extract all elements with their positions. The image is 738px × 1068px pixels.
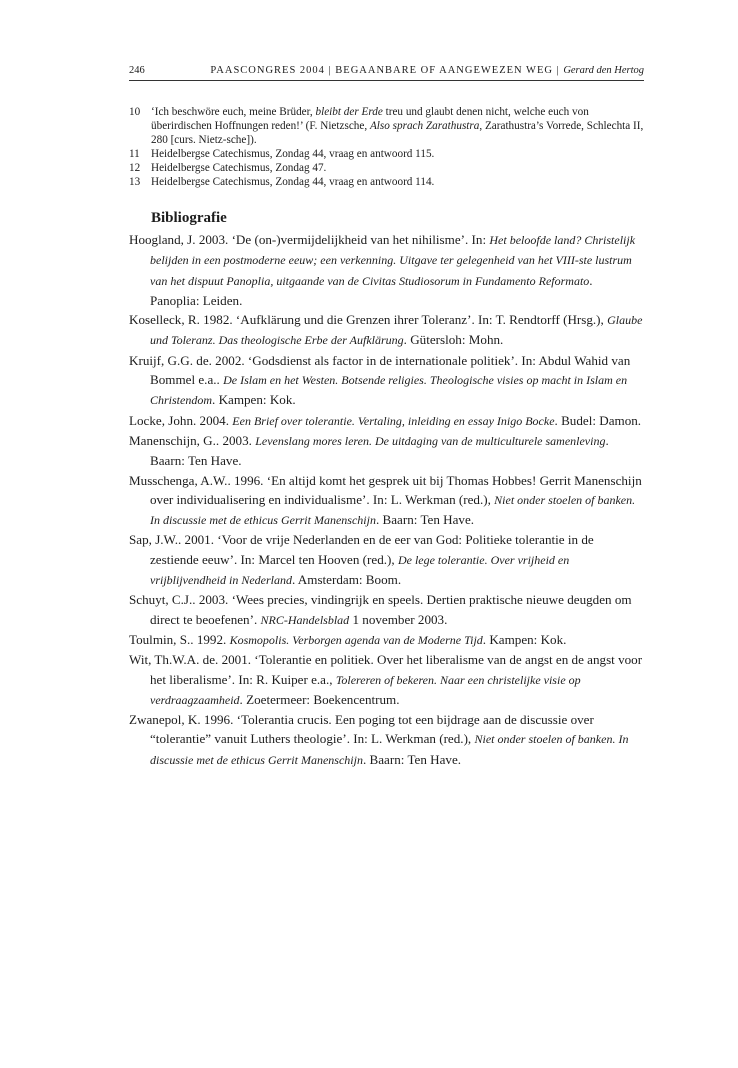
footnote-number: 13 [129,176,141,188]
bibliography-entry: Sap, J.W.. 2001. ‘Voor de vrije Nederlanden en de eer van God: Politieke tolerantie in de zestiende eeuw’. In: Marcel ten Hooven (red.), De lege tolerantie. Over vrijheid en vrijblijvendheid in Nederland. Amsterdam: Boom. [129,532,594,588]
footnote [129,161,644,175]
bibliography-entry: Wit, Th.W.A. de. 2001. ‘Tolerantie en politiek. Over het liberalisme van de angst en de angst voor het liberalisme’. In: R. Kuiper e.a., Tolereren of bekeren. Naar een christelijke visie op verdraagzaamheid. Zoetermeer: Boekencentrum. [129,652,643,707]
bibliography-entry: Koselleck, R. 1982. ‘Aufklärung und die Grenzen ihrer Toleranz’. In: T. Rendtorff (Hrsg.), Glaube und Toleranz. Das theologische Erbe der Aufklärung. Gütersloh: Mohn. [129,312,643,348]
bibliography-entry: Locke, John. 2004. Een Brief over tolerantie. Vertaling, inleiding en essay Inigo Bocke. Budel: Damon. [129,412,642,428]
running-author: Gerard den Hertog [563,65,644,76]
bibliography-entry: Manenschijn, G.. 2003. Levenslang mores leren. De uitdaging van de multiculturele samenleving. Baarn: Ten Have. [129,432,609,469]
footnote-text: Heidelbergse Catechismus, Zondag 44, vraag en antwoord 114. [151,176,435,188]
bibliography-entry: Zwanepol, K. 1996. ‘Tolerantia crucis. Een poging tot een bijdrage aan de discussie over “tolerantie” vanuit Luthers theologie’. In: L. Werkman (red.), Niet onder stoelen of banken. In discussie met de ethicus Gerrit Manenschijn. Baarn: Ten Have. [129,712,629,767]
bibliography-entry: Schuyt, C.J.. 2003. ‘Wees precies, vindingrijk en speels. Dertien praktische nieuwe deugden om direct te beoefenen’. NRC-Handelsblad 1 november 2003. [129,592,632,627]
running-title-text: PAASCONGRES 2004 | BEGAANBARE OF AANGEWEZEN WEG | [210,65,560,76]
footnote-number: 11 [129,148,140,160]
footnote [129,147,644,161]
running-title [210,65,644,76]
footnote-number: 10 [129,106,141,118]
bibliography-entry: Kruijf, G.G. de. 2002. ‘Godsdienst als factor in de internationale politiek’. In: Abdul Wahid van Bommel e.a.. De Islam en het Westen. Botsende religies. Theologische visies op macht in Islam en Christendom. Kampen: Kok. [129,352,631,408]
bibliography-entry: Musschenga, A.W.. 1996. ‘En altijd komt het gesprek uit bij Thomas Hobbes! Gerrit Manenschijn over individualisering en individualisme’. In: L. Werkman (red.), Niet onder stoelen of banken. In discussie met de ethicus Gerrit Manenschijn. Baarn: Ten Have. [129,472,642,528]
footnotes [129,105,644,189]
footnote [129,105,644,147]
bibliography-entry: Hoogland, J. 2003. ‘De (on-)vermijdelijkheid van het nihilisme’. In: Het beloofde land? Christelijk belijden in een postmoderne eeuw; een verkenning. Uitgave ter gelegenheid van het VIII-ste lustrum van het dispuut Panoplia, uitgaande van de Civitas Studiosorum in Fundamento Reformato. Panoplia: Leiden. [129,232,636,308]
running-header [129,62,644,81]
footnote-text: Heidelbergse Catechismus, Zondag 44, vraag en antwoord 115. [151,148,435,160]
bibliography-entry: Toulmin, S.. 1992. Kosmopolis. Verborgen agenda van de Moderne Tijd. Kampen: Kok. [129,631,567,647]
footnote-text: Heidelbergse Catechismus, Zondag 47. [151,162,327,174]
footnote [129,175,644,189]
footnote-number: 12 [129,162,141,174]
footnote-text: ‘Ich beschwöre euch, meine Brüder, bleibt der Erde treu und glaubt denen nicht, welche euch von überirdischen Hoffnungen reden!’ (F. Nietzsche, Also sprach Zarathustra, Zarathustra’s Vorrede, Schlechta II, 280 [curs. Nietz-sche]). [151,106,644,146]
page-number: 246 [129,65,145,76]
bibliography-list [129,230,644,770]
bibliography-heading: Bibliografie [151,210,227,226]
